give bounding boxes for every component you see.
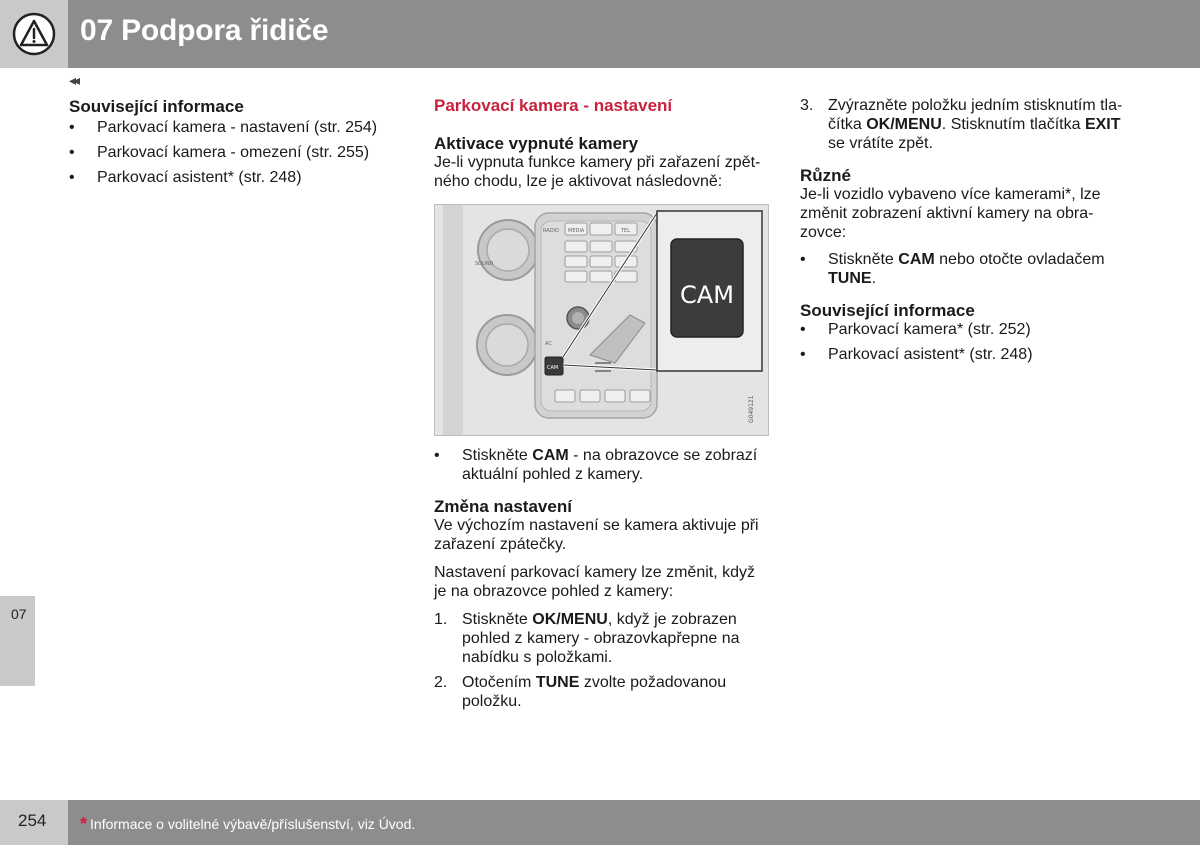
column-2 [434,96,770,191]
subheading-activation: Aktivace vypnuté kamery [434,134,639,153]
step-2: 2. Otočením TUNE zvolte požadovanou položku. [434,674,727,710]
bullet-press-cam-tune: • Stiskněte CAM nebo otočte ovladačem TUNE. [800,250,1136,288]
paragraph-default: Ve výchozím nastavení se kamera aktivuje při zařazení zpátečky. [434,517,759,553]
column-2-lower [434,446,770,711]
footnote [80,814,415,835]
back-arrows-icon[interactable]: ◂◂ [69,72,78,88]
step-3: 3. Zvýrazněte položku jedním stisknutím tla-čítka OK/MENU. Stisknutím tlačítka EXIT se vrátíte zpět. [800,97,1123,152]
chapter-tab-label: 07 [11,606,27,622]
paragraph-change: Nastavení parkovací kamery lze změnit, když je na obrazovce pohled z kamery: [434,564,756,600]
header-icon-box [0,0,68,68]
page-number: 254 [18,811,47,830]
section-title: Parkovací kamera - nastavení [434,96,673,115]
key-ac: AC [545,341,552,347]
related-link[interactable]: • Parkovací kamera - omezení (str. 255) [69,143,399,162]
column-1 [69,97,399,187]
column-3 [800,96,1136,364]
page-title: 07 Podpora řidiče [80,14,329,47]
paragraph-activation: Je-li vypnuta funkce kamery při zařazení zpět-ného chodu, lze je aktivovat následovně: [434,154,761,190]
bullet-press-cam: • Stiskněte CAM - na obrazovce se zobrazí aktuální pohled z kamery. [434,446,770,484]
key-radio: RADIO [543,228,559,234]
footnote-star: * [80,814,88,834]
subheading-various: Různé [800,166,851,185]
cam-button-label: CAM [680,281,734,309]
related-link[interactable]: • Parkovací asistent* (str. 248) [800,345,1136,364]
step-1: 1. Stiskněte OK/MENU, když je zobrazen pohled z kamery - obrazovkapřepne na nabídku s položkami. [434,611,740,666]
subheading-change: Změna nastavení [434,497,572,516]
key-media: MEDIA [568,228,585,234]
figure-code: G049121 [748,395,755,423]
footnote-text: Informace o volitelné výbavě/příslušenství, viz Úvod. [90,816,416,832]
small-cam-key: CAM [547,365,559,371]
related-link[interactable]: • Parkovací kamera* (str. 252) [800,320,1136,339]
control-panel-illustration [435,205,768,435]
key-sound: SOUND [475,261,494,267]
key-tel: TEL [621,228,630,234]
related-info-heading-2: Související informace [800,301,975,320]
related-info-heading: Související informace [69,97,244,116]
related-link[interactable]: • Parkovací kamera - nastavení (str. 254) [69,118,399,137]
warning-triangle-icon [12,12,56,56]
paragraph-various: Je-li vozidlo vybaveno více kamerami*, lze změnit zobrazení aktivní kamery na obra-zovce: [800,186,1101,241]
control-panel-figure [434,204,769,436]
related-link[interactable]: • Parkovací asistent* (str. 248) [69,168,399,187]
